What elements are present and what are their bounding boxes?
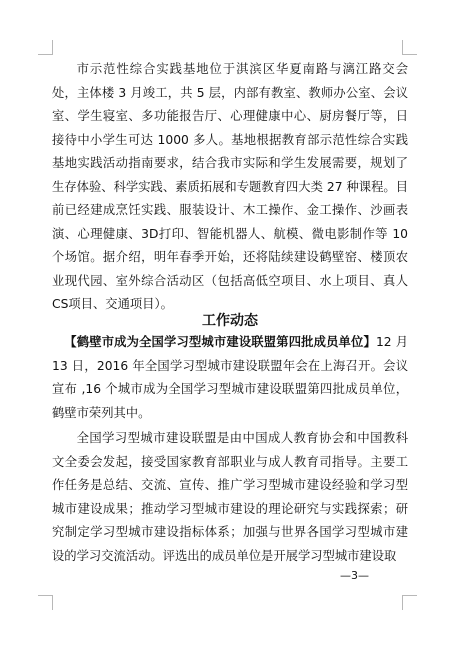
news-lead-title: 【鹤壁市成为全国学习型城市建设联盟第四批成员单位】 <box>64 335 376 349</box>
margin-corner-mark-bottom-left <box>38 595 53 610</box>
margin-corner-mark-top-left <box>38 40 53 55</box>
base-intro-paragraph: 市示范性综合实践基地位于淇滨区华夏南路与漓江路交会处，主体楼 3 月竣工，共 5 层，内部有教室、教师办公室、会议室、学生寝室、多功能报告厅、心理健康中心、厨房餐厅等，日接待中小学生可达 1000 多人。基地根据教育部示范性综合实践基地实践活动指南要求，结合我市实际和学生发展需要，规划了生存体验、科学实践、素质拓展和专题教育四大类 27 种课程。目前已经建成烹饪实践、服装设计、木工操作、金工操作、沙画表演、心理健康、3D打印、智能机器人、航模、微电影制作等 10 个场馆。据介绍，明年春季开始，还将陆续建设鹤壁窑、楼顶农业现代园、室外综合活动区（包括高低空项目、水上项目、真人 CS项目、交通项目）。 <box>52 62 408 311</box>
news-body-text: 12 月 13 日，2016 年全国学习型城市建设联盟年会在上海召开。会议宣布 ,16 个城市成为全国学习型城市建设联盟第四批成员单位，鹤壁市荣列其中。 <box>52 335 408 420</box>
margin-corner-mark-top-right <box>402 40 417 55</box>
news-item-paragraph <box>52 331 408 425</box>
page-number: —3— <box>340 569 369 582</box>
section-heading: 工作动态 <box>202 313 258 329</box>
margin-corner-mark-bottom-right <box>402 595 417 610</box>
alliance-description-paragraph: 全国学习型城市建设联盟是由中国成人教育协会和中国教科文全委会发起，接受国家教育部职业与成人教育司指导。主要工作任务是总结、交流、宣传、推广学习型城市建设经验和学习型城市建设成果；推动学习型城市建设的理论研究与实践探索；研究制定学习型城市建设指标体系；加强与世界各国学习型城市建设的学习交流活动。评选出的成员单位是开展学习型城市建设取 <box>52 431 408 563</box>
